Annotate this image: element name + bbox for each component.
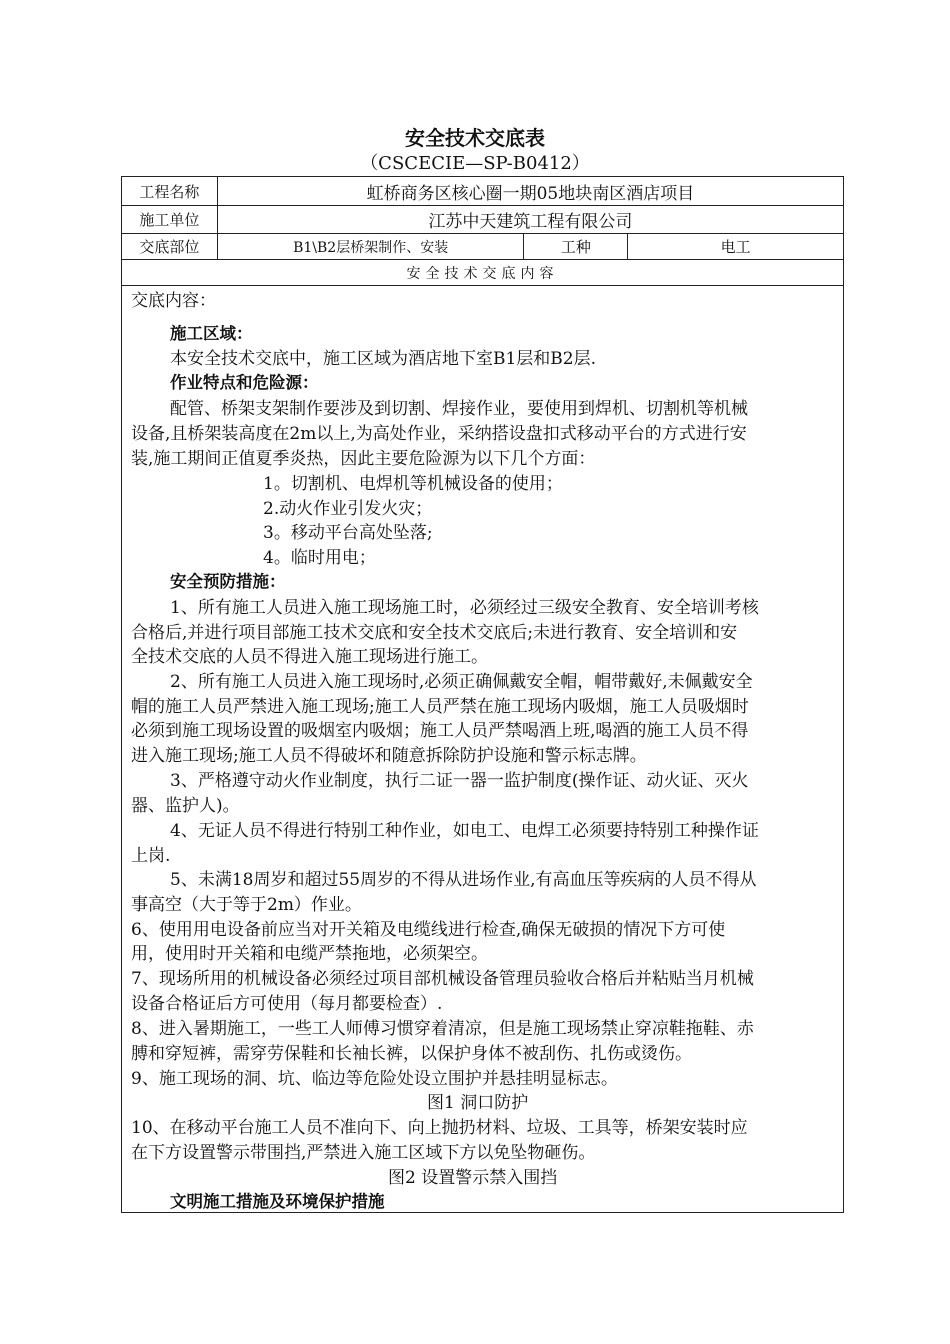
- content-line: 事高空（大于等于2m）作业。: [131, 895, 362, 915]
- content-line: 膊和穿短裤，需穿劳保鞋和长袖长裤，以保护身体不被刮伤、扎伤或烫伤。: [131, 1044, 692, 1064]
- hazard-item: 4。临时用电；: [263, 548, 376, 568]
- content-line: 配管、桥架支架制作要涉及到切割、焊接作业，要使用到焊机、切割机等机械: [170, 399, 748, 419]
- construction-unit-label: 施工单位: [122, 206, 218, 234]
- briefing-part-value: B1\B2层桥架制作、安装: [217, 234, 524, 260]
- hazard-item: 2.动火作业引发火灾；: [263, 499, 433, 519]
- construction-unit-value: 江苏中天建筑工程有限公司: [217, 206, 843, 234]
- content-line: 设备合格证后方可使用（每月都要检查）.: [131, 994, 443, 1014]
- content-intro: 交底内容：: [131, 291, 216, 311]
- content-line: 本安全技术交底中，施工区域为酒店地下室B1层和B2层.: [170, 349, 597, 369]
- section-heading: 作业特点和危险源：: [170, 373, 319, 392]
- figure-caption: 图2 设置警示禁入围挡: [388, 1168, 558, 1188]
- content-line: 8、进入暑期施工，一些工人师傅习惯穿着清凉，但是施工现场禁止穿凉鞋拖鞋、赤: [131, 1019, 754, 1039]
- project-name-label: 工程名称: [122, 177, 218, 206]
- section-heading: 安全预防措施：: [170, 572, 286, 591]
- content-line: 9、施工现场的洞、坑、临边等危险处设立围护并悬挂明显标志。: [131, 1069, 618, 1089]
- content-line: 7、现场所用的机械设备必须经过项目部机械设备管理员验收合格后并粘贴当月机械: [131, 969, 754, 989]
- hazard-item: 1。切割机、电焊机等机械设备的使用；: [263, 474, 563, 494]
- document-title: 安全技术交底表: [405, 126, 545, 150]
- content-line: 设备,且桥架装高度在2m以上,为高处作业，采纳搭设盘扣式移动平台的方式进行安: [131, 424, 747, 444]
- section-heading: 文明施工措施及环境保护措施: [170, 1192, 385, 1211]
- briefing-content-area: [121, 280, 844, 1213]
- content-line: 4、无证人员不得进行特别工种作业，如电工、电焊工必须要持特别工种操作证: [170, 821, 759, 841]
- content-line: 全技术交底的人员不得进入施工现场进行施工。: [131, 647, 488, 667]
- content-line: 用，使用时开关箱和电缆严禁拖地，必须架空。: [131, 944, 488, 964]
- content-line: 3、严格遵守动火作业制度，执行二证一器一监护制度(操作证、动火证、灭火: [170, 771, 749, 791]
- trade-value: 电工: [628, 234, 844, 260]
- content-line: 合格后,并进行项目部施工技术交底和安全技术交底后;未进行教育、安全培训和安: [131, 623, 738, 643]
- content-line: 帽的施工人员严禁进入施工现场;施工人员严禁在施工现场内吸烟，施工人员吸烟时: [131, 697, 749, 717]
- content-line: 进入施工现场;施工人员不得破坏和随意拆除防护设施和警示标志牌。: [131, 746, 647, 766]
- content-line: 1、所有施工人员进入施工现场施工时，必须经过三级安全教育、安全培训考核: [170, 598, 759, 618]
- figure-caption: 图1 洞口防护: [427, 1093, 529, 1113]
- trade-label: 工种: [524, 234, 628, 260]
- document-code: （CSCECIE—SP-B0412）: [360, 153, 590, 174]
- content-line: 装,施工期间正值夏季炎热，因此主要危险源为以下几个方面：: [131, 449, 596, 469]
- content-heading: 安全技术交底内容: [122, 260, 844, 286]
- project-name-value: 虹桥商务区核心圈一期05地块南区酒店项目: [217, 177, 843, 206]
- content-line: 10、在移动平台施工人员不准向下、向上抛扔材料、垃圾、工具等，桥架安装时应: [131, 1118, 748, 1138]
- briefing-part-label: 交底部位: [122, 234, 218, 260]
- content-line: 5、未满18周岁和超过55周岁的不得从进场作业,有高血压等疾病的人员不得从: [170, 870, 757, 890]
- hazard-item: 3。移动平台高处坠落;: [263, 523, 433, 543]
- header-table: [121, 176, 844, 286]
- content-line: 6、使用用电设备前应当对开关箱及电缆线进行检查,确保无破损的情况下方可使: [131, 920, 726, 940]
- content-line: 必须到施工现场设置的吸烟室内吸烟；施工人员严禁喝酒上班,喝酒的施工人员不得: [131, 721, 749, 741]
- section-heading: 施工区域：: [170, 324, 253, 343]
- content-line: 在下方设置警示带围挡,严禁进入施工区域下方以免坠物砸伤。: [131, 1143, 596, 1163]
- content-line: 器、监护人)。: [131, 796, 240, 816]
- content-line: 上岗.: [131, 846, 171, 866]
- content-line: 2、所有施工人员进入施工现场时,必须正确佩戴安全帽，帽带戴好,未佩戴安全: [170, 672, 753, 692]
